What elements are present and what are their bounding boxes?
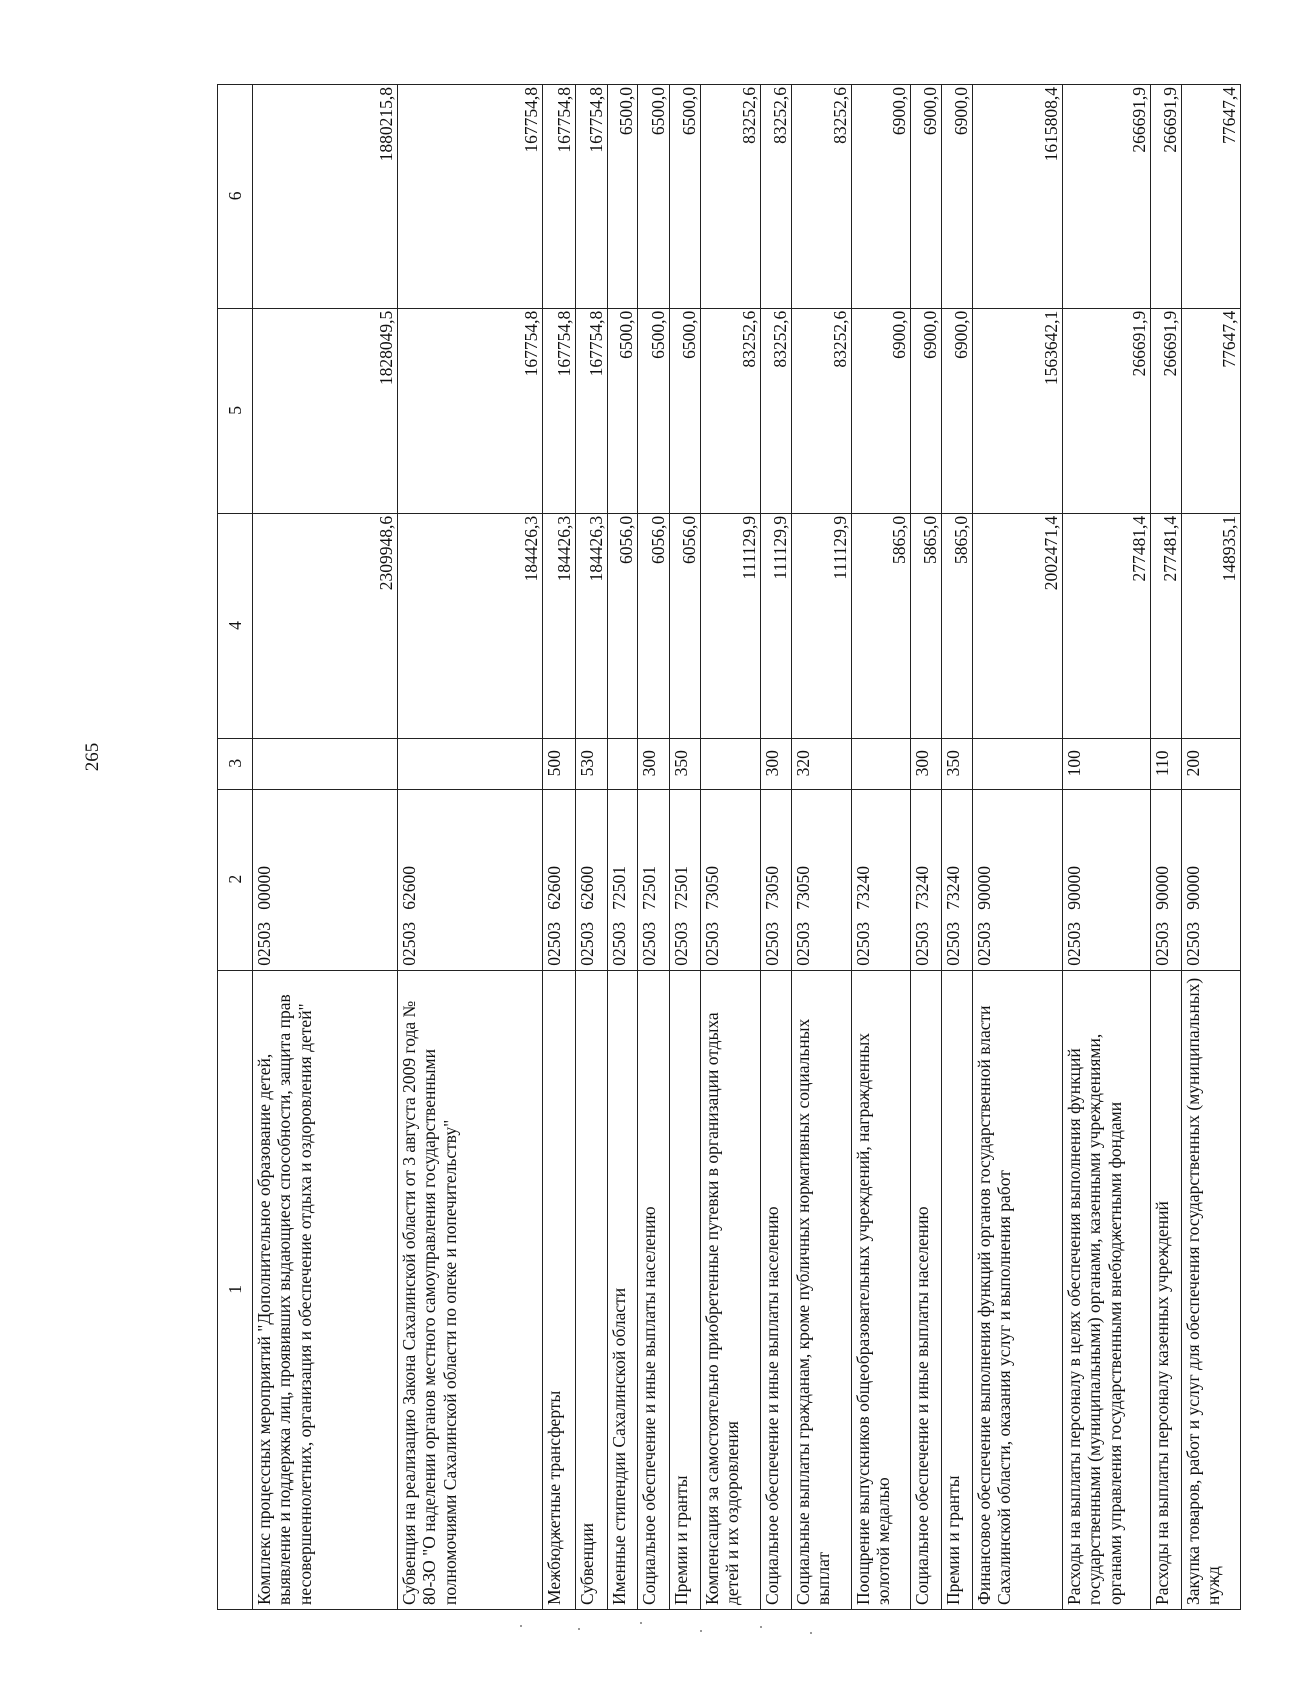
row-expense-type: 500: [543, 738, 576, 789]
row-name: Субвенция на реализацию Закона Сахалинской области от 3 августа 2009 года № 80-ЗО "О наделении органов местного самоуправления государственными полномочиями Сахалинской области по опеке и попечительству": [398, 970, 543, 1609]
direction-code: 72501: [671, 865, 691, 910]
row-amount-col-5: 1828049,5: [253, 308, 398, 513]
row-name: Межбюджетные трансферты: [543, 970, 576, 1609]
row-name: Закупка товаров, работ и услуг для обеспечения государственных (муниципальных) нужд: [1182, 970, 1241, 1609]
scan-speck: [810, 1632, 812, 1634]
direction-code: 73050: [702, 865, 722, 910]
row-amount-col-5: 77647,4: [1182, 308, 1241, 513]
row-code: [670, 789, 701, 970]
row-name: Финансовое обеспечение выполнения функций органов государственной власти Сахалинской области, оказания услуг и выполнения работ: [973, 970, 1063, 1609]
direction-code: 73050: [762, 865, 782, 910]
row-amount-col-6: 6500,0: [638, 85, 670, 309]
row-name: Расходы на выплаты персоналу в целях обеспечения выполнения функций государственными (муниципальными) органами, казенными учреждениями, органами управления государственными внебюджетными фондами: [1063, 970, 1151, 1609]
row-amount-col-6: 1615808,4: [973, 85, 1063, 309]
row-amount-col-5: 266691,9: [1151, 308, 1182, 513]
row-expense-type: 320: [792, 738, 852, 789]
header-col-4: 4: [218, 513, 253, 738]
program-code: 02503: [577, 921, 597, 966]
row-expense-type: 300: [911, 738, 942, 789]
row-expense-type: [701, 738, 761, 789]
row-amount-col-4: 5865,0: [911, 513, 942, 738]
table-row: [1151, 85, 1182, 1610]
row-code: [761, 789, 792, 970]
row-amount-col-6: 83252,6: [701, 85, 761, 309]
row-expense-type: 200: [1182, 738, 1241, 789]
header-col-5: 5: [218, 308, 253, 513]
row-amount-col-4: 277481,4: [1151, 513, 1182, 738]
scan-speck: [760, 1626, 762, 1628]
row-code: [253, 789, 398, 970]
table-row: [1182, 85, 1241, 1610]
row-code: [1182, 789, 1241, 970]
row-amount-col-4: 184426,3: [543, 513, 576, 738]
program-code: 02503: [254, 921, 274, 966]
direction-code: 73240: [943, 865, 963, 910]
program-code: 02503: [702, 921, 722, 966]
program-code: 02503: [1183, 921, 1203, 966]
row-name: Расходы на выплаты персоналу казенных учреждений: [1151, 970, 1182, 1609]
row-amount-col-6: 77647,4: [1182, 85, 1241, 309]
direction-code: 90000: [1152, 865, 1172, 910]
program-code: 02503: [974, 921, 994, 966]
row-name: Социальное обеспечение и иные выплаты населению: [638, 970, 670, 1609]
header-col-1: 1: [218, 970, 253, 1609]
row-amount-col-6: 167754,8: [543, 85, 576, 309]
row-amount-col-6: 167754,8: [576, 85, 608, 309]
header-col-6: 6: [218, 85, 253, 309]
program-code: 02503: [671, 921, 691, 966]
row-amount-col-6: 83252,6: [792, 85, 852, 309]
table-header-row: [218, 85, 253, 1610]
program-code: 02503: [853, 921, 873, 966]
direction-code: 72501: [639, 865, 659, 910]
row-amount-col-5: 6500,0: [670, 308, 701, 513]
direction-code: 62600: [544, 865, 564, 910]
row-code: [576, 789, 608, 970]
budget-table: [217, 84, 1241, 1610]
direction-code: 00000: [254, 865, 274, 910]
row-code: [1063, 789, 1151, 970]
direction-code: 90000: [1183, 865, 1203, 910]
scan-speck: [520, 1625, 522, 1627]
program-code: 02503: [793, 921, 813, 966]
program-code: 02503: [639, 921, 659, 966]
row-expense-type: [253, 738, 398, 789]
row-amount-col-6: 6900,0: [911, 85, 942, 309]
program-code: 02503: [399, 921, 419, 966]
program-code: 02503: [943, 921, 963, 966]
row-amount-col-5: 6900,0: [942, 308, 973, 513]
row-name: Комплекс процессных мероприятий "Дополнительное образование детей, выявление и поддержка лиц, проявивших выдающиеся способности, защита прав несовершеннолетних, организация и обеспечение отдыха и оздоровления детей": [253, 970, 398, 1609]
direction-code: 62600: [399, 865, 419, 910]
row-name: Социальное обеспечение и иные выплаты населению: [761, 970, 792, 1609]
row-expense-type: 110: [1151, 738, 1182, 789]
row-name: Социальные выплаты гражданам, кроме публичных нормативных социальных выплат: [792, 970, 852, 1609]
scan-speck: [578, 1628, 580, 1630]
row-expense-type: 350: [942, 738, 973, 789]
row-amount-col-4: 148935,1: [1182, 513, 1241, 738]
row-name: Субвенции: [576, 970, 608, 1609]
program-code: 02503: [609, 921, 629, 966]
row-amount-col-4: 184426,3: [398, 513, 543, 738]
budget-table-page: [217, 84, 1295, 1610]
row-code: [942, 789, 973, 970]
row-amount-col-4: 5865,0: [942, 513, 973, 738]
row-expense-type: 300: [638, 738, 670, 789]
table-row: [576, 85, 608, 1610]
row-code: [638, 789, 670, 970]
row-amount-col-4: 111129,9: [701, 513, 761, 738]
direction-code: 90000: [974, 865, 994, 910]
row-name: Премии и гранты: [942, 970, 973, 1609]
row-code: [701, 789, 761, 970]
row-amount-col-5: 167754,8: [398, 308, 543, 513]
row-amount-col-5: 266691,9: [1063, 308, 1151, 513]
table-row: [852, 85, 911, 1610]
table-row: [638, 85, 670, 1610]
row-amount-col-5: 6500,0: [608, 308, 638, 513]
program-code: 02503: [544, 921, 564, 966]
row-code: [543, 789, 576, 970]
row-name: Премии и гранты: [670, 970, 701, 1609]
table-row: [253, 85, 398, 1610]
row-code: [608, 789, 638, 970]
row-amount-col-5: 6900,0: [911, 308, 942, 513]
row-expense-type: 300: [761, 738, 792, 789]
table-row: [398, 85, 543, 1610]
scan-speck: [640, 1622, 642, 1624]
row-code: [398, 789, 543, 970]
program-code: 02503: [1152, 921, 1172, 966]
row-name: Социальное обеспечение и иные выплаты населению: [911, 970, 942, 1609]
row-name: Поощрение выпускников общеобразовательных учреждений, награжденных золотой медалью: [852, 970, 911, 1609]
program-code: 02503: [1064, 921, 1084, 966]
table-row: [942, 85, 973, 1610]
row-expense-type: 530: [576, 738, 608, 789]
direction-code: 73240: [853, 865, 873, 910]
table-row: [670, 85, 701, 1610]
table-row: [701, 85, 761, 1610]
row-amount-col-6: 6900,0: [852, 85, 911, 309]
header-col-3: 3: [218, 738, 253, 789]
row-amount-col-4: 2309948,6: [253, 513, 398, 738]
row-amount-col-5: 83252,6: [701, 308, 761, 513]
row-amount-col-6: 1880215,8: [253, 85, 398, 309]
row-code: [852, 789, 911, 970]
row-expense-type: 350: [670, 738, 701, 789]
row-amount-col-4: 6056,0: [670, 513, 701, 738]
row-amount-col-6: 6900,0: [942, 85, 973, 309]
row-amount-col-4: 6056,0: [608, 513, 638, 738]
row-amount-col-4: 111129,9: [761, 513, 792, 738]
row-amount-col-5: 1563642,1: [973, 308, 1063, 513]
program-code: 02503: [762, 921, 782, 966]
table-row: [792, 85, 852, 1610]
row-amount-col-6: 167754,8: [398, 85, 543, 309]
row-amount-col-5: 83252,6: [792, 308, 852, 513]
row-amount-col-6: 83252,6: [761, 85, 792, 309]
row-amount-col-6: 266691,9: [1151, 85, 1182, 309]
row-expense-type: [608, 738, 638, 789]
row-code: [973, 789, 1063, 970]
table-row: [608, 85, 638, 1610]
table-row: [1063, 85, 1151, 1610]
row-amount-col-6: 6500,0: [608, 85, 638, 309]
scan-speck: [700, 1630, 702, 1632]
row-amount-col-4: 184426,3: [576, 513, 608, 738]
row-name: Именные стипендии Сахалинской области: [608, 970, 638, 1609]
row-amount-col-6: 6500,0: [670, 85, 701, 309]
row-amount-col-5: 167754,8: [543, 308, 576, 513]
row-code: [911, 789, 942, 970]
row-amount-col-4: 277481,4: [1063, 513, 1151, 738]
direction-code: 73240: [912, 865, 932, 910]
row-amount-col-5: 6900,0: [852, 308, 911, 513]
row-amount-col-6: 266691,9: [1063, 85, 1151, 309]
direction-code: 62600: [577, 865, 597, 910]
table-row: [911, 85, 942, 1610]
direction-code: 90000: [1064, 865, 1084, 910]
row-amount-col-5: 6500,0: [638, 308, 670, 513]
row-code: [792, 789, 852, 970]
row-amount-col-4: 5865,0: [852, 513, 911, 738]
row-expense-type: [973, 738, 1063, 789]
header-col-2: 2: [218, 789, 253, 970]
row-expense-type: [398, 738, 543, 789]
row-name: Компенсация за самостоятельно приобретенные путевки в организации отдыха детей и их оздоровления: [701, 970, 761, 1609]
row-amount-col-4: 111129,9: [792, 513, 852, 738]
page-number: 265: [82, 742, 103, 772]
row-expense-type: [852, 738, 911, 789]
row-amount-col-4: 6056,0: [638, 513, 670, 738]
program-code: 02503: [912, 921, 932, 966]
row-amount-col-4: 2002471,4: [973, 513, 1063, 738]
direction-code: 73050: [793, 865, 813, 910]
row-amount-col-5: 167754,8: [576, 308, 608, 513]
row-code: [1151, 789, 1182, 970]
row-amount-col-5: 83252,6: [761, 308, 792, 513]
table-row: [543, 85, 576, 1610]
table-row: [973, 85, 1063, 1610]
table-row: [761, 85, 792, 1610]
row-expense-type: 100: [1063, 738, 1151, 789]
direction-code: 72501: [609, 865, 629, 910]
